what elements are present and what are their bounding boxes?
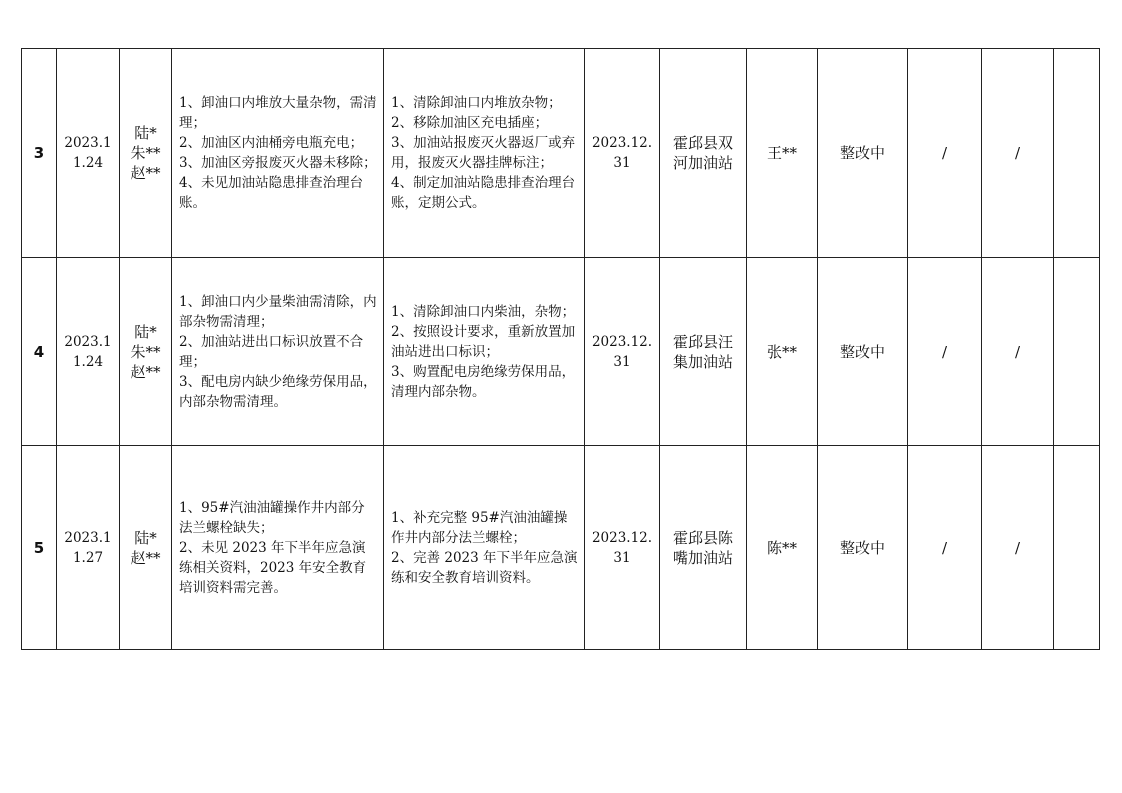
column-b: / (982, 49, 1054, 258)
deadline: 2023.12. 31 (585, 49, 660, 258)
responsible-person: 王** (747, 49, 818, 258)
inspectors: 陆* 朱** 赵** (120, 258, 172, 446)
rectification-measures: 1、补充完整 95#汽油油罐操作井内部分法兰螺栓； 2、完善 2023 年下半年应急演练和安全教育培训资料。 (384, 446, 585, 650)
problem-description: 1、95#汽油油罐操作井内部分法兰螺栓缺失； 2、未见 2023 年下半年应急演练相关资料，2023 年安全教育培训资料需完善。 (172, 446, 384, 650)
column-c (1054, 258, 1100, 446)
column-a: / (908, 49, 982, 258)
table-row (22, 49, 1100, 258)
inspection-date: 2023.1 1.24 (57, 258, 120, 446)
deadline: 2023.12. 31 (585, 258, 660, 446)
status: 整改中 (818, 446, 908, 650)
column-c (1054, 446, 1100, 650)
column-c (1054, 49, 1100, 258)
inspection-date: 2023.1 1.24 (57, 49, 120, 258)
status: 整改中 (818, 49, 908, 258)
rectification-table (21, 48, 1100, 650)
row-number: 3 (22, 49, 57, 258)
status: 整改中 (818, 258, 908, 446)
column-a: / (908, 258, 982, 446)
problem-description: 1、卸油口内少量柴油需清除，内部杂物需清理； 2、加油站进出口标识放置不合理； 3、配电房内缺少绝缘劳保用品，内部杂物需清理。 (172, 258, 384, 446)
column-b: / (982, 446, 1054, 650)
problem-description: 1、卸油口内堆放大量杂物，需清理； 2、加油区内油桶旁电瓶充电； 3、加油区旁报废灭火器未移除； 4、未见加油站隐患排查治理台账。 (172, 49, 384, 258)
deadline: 2023.12. 31 (585, 446, 660, 650)
inspectors: 陆* 朱** 赵** (120, 49, 172, 258)
responsible-unit: 霍邱县双 河加油站 (660, 49, 747, 258)
responsible-person: 张** (747, 258, 818, 446)
column-a: / (908, 446, 982, 650)
rectification-measures: 1、清除卸油口内堆放杂物； 2、移除加油区充电插座； 3、加油站报废灭火器返厂或弃用，报废灭火器挂牌标注； 4、制定加油站隐患排查治理台账，定期公式。 (384, 49, 585, 258)
column-b: / (982, 258, 1054, 446)
inspection-date: 2023.1 1.27 (57, 446, 120, 650)
responsible-person: 陈** (747, 446, 818, 650)
row-number: 5 (22, 446, 57, 650)
row-number: 4 (22, 258, 57, 446)
table-row (22, 258, 1100, 446)
inspectors: 陆* 赵** (120, 446, 172, 650)
rectification-measures: 1、清除卸油口内柴油，杂物； 2、按照设计要求，重新放置加油站进出口标识； 3、购置配电房绝缘劳保用品，清理内部杂物。 (384, 258, 585, 446)
responsible-unit: 霍邱县陈 嘴加油站 (660, 446, 747, 650)
table-row (22, 446, 1100, 650)
responsible-unit: 霍邱县汪 集加油站 (660, 258, 747, 446)
